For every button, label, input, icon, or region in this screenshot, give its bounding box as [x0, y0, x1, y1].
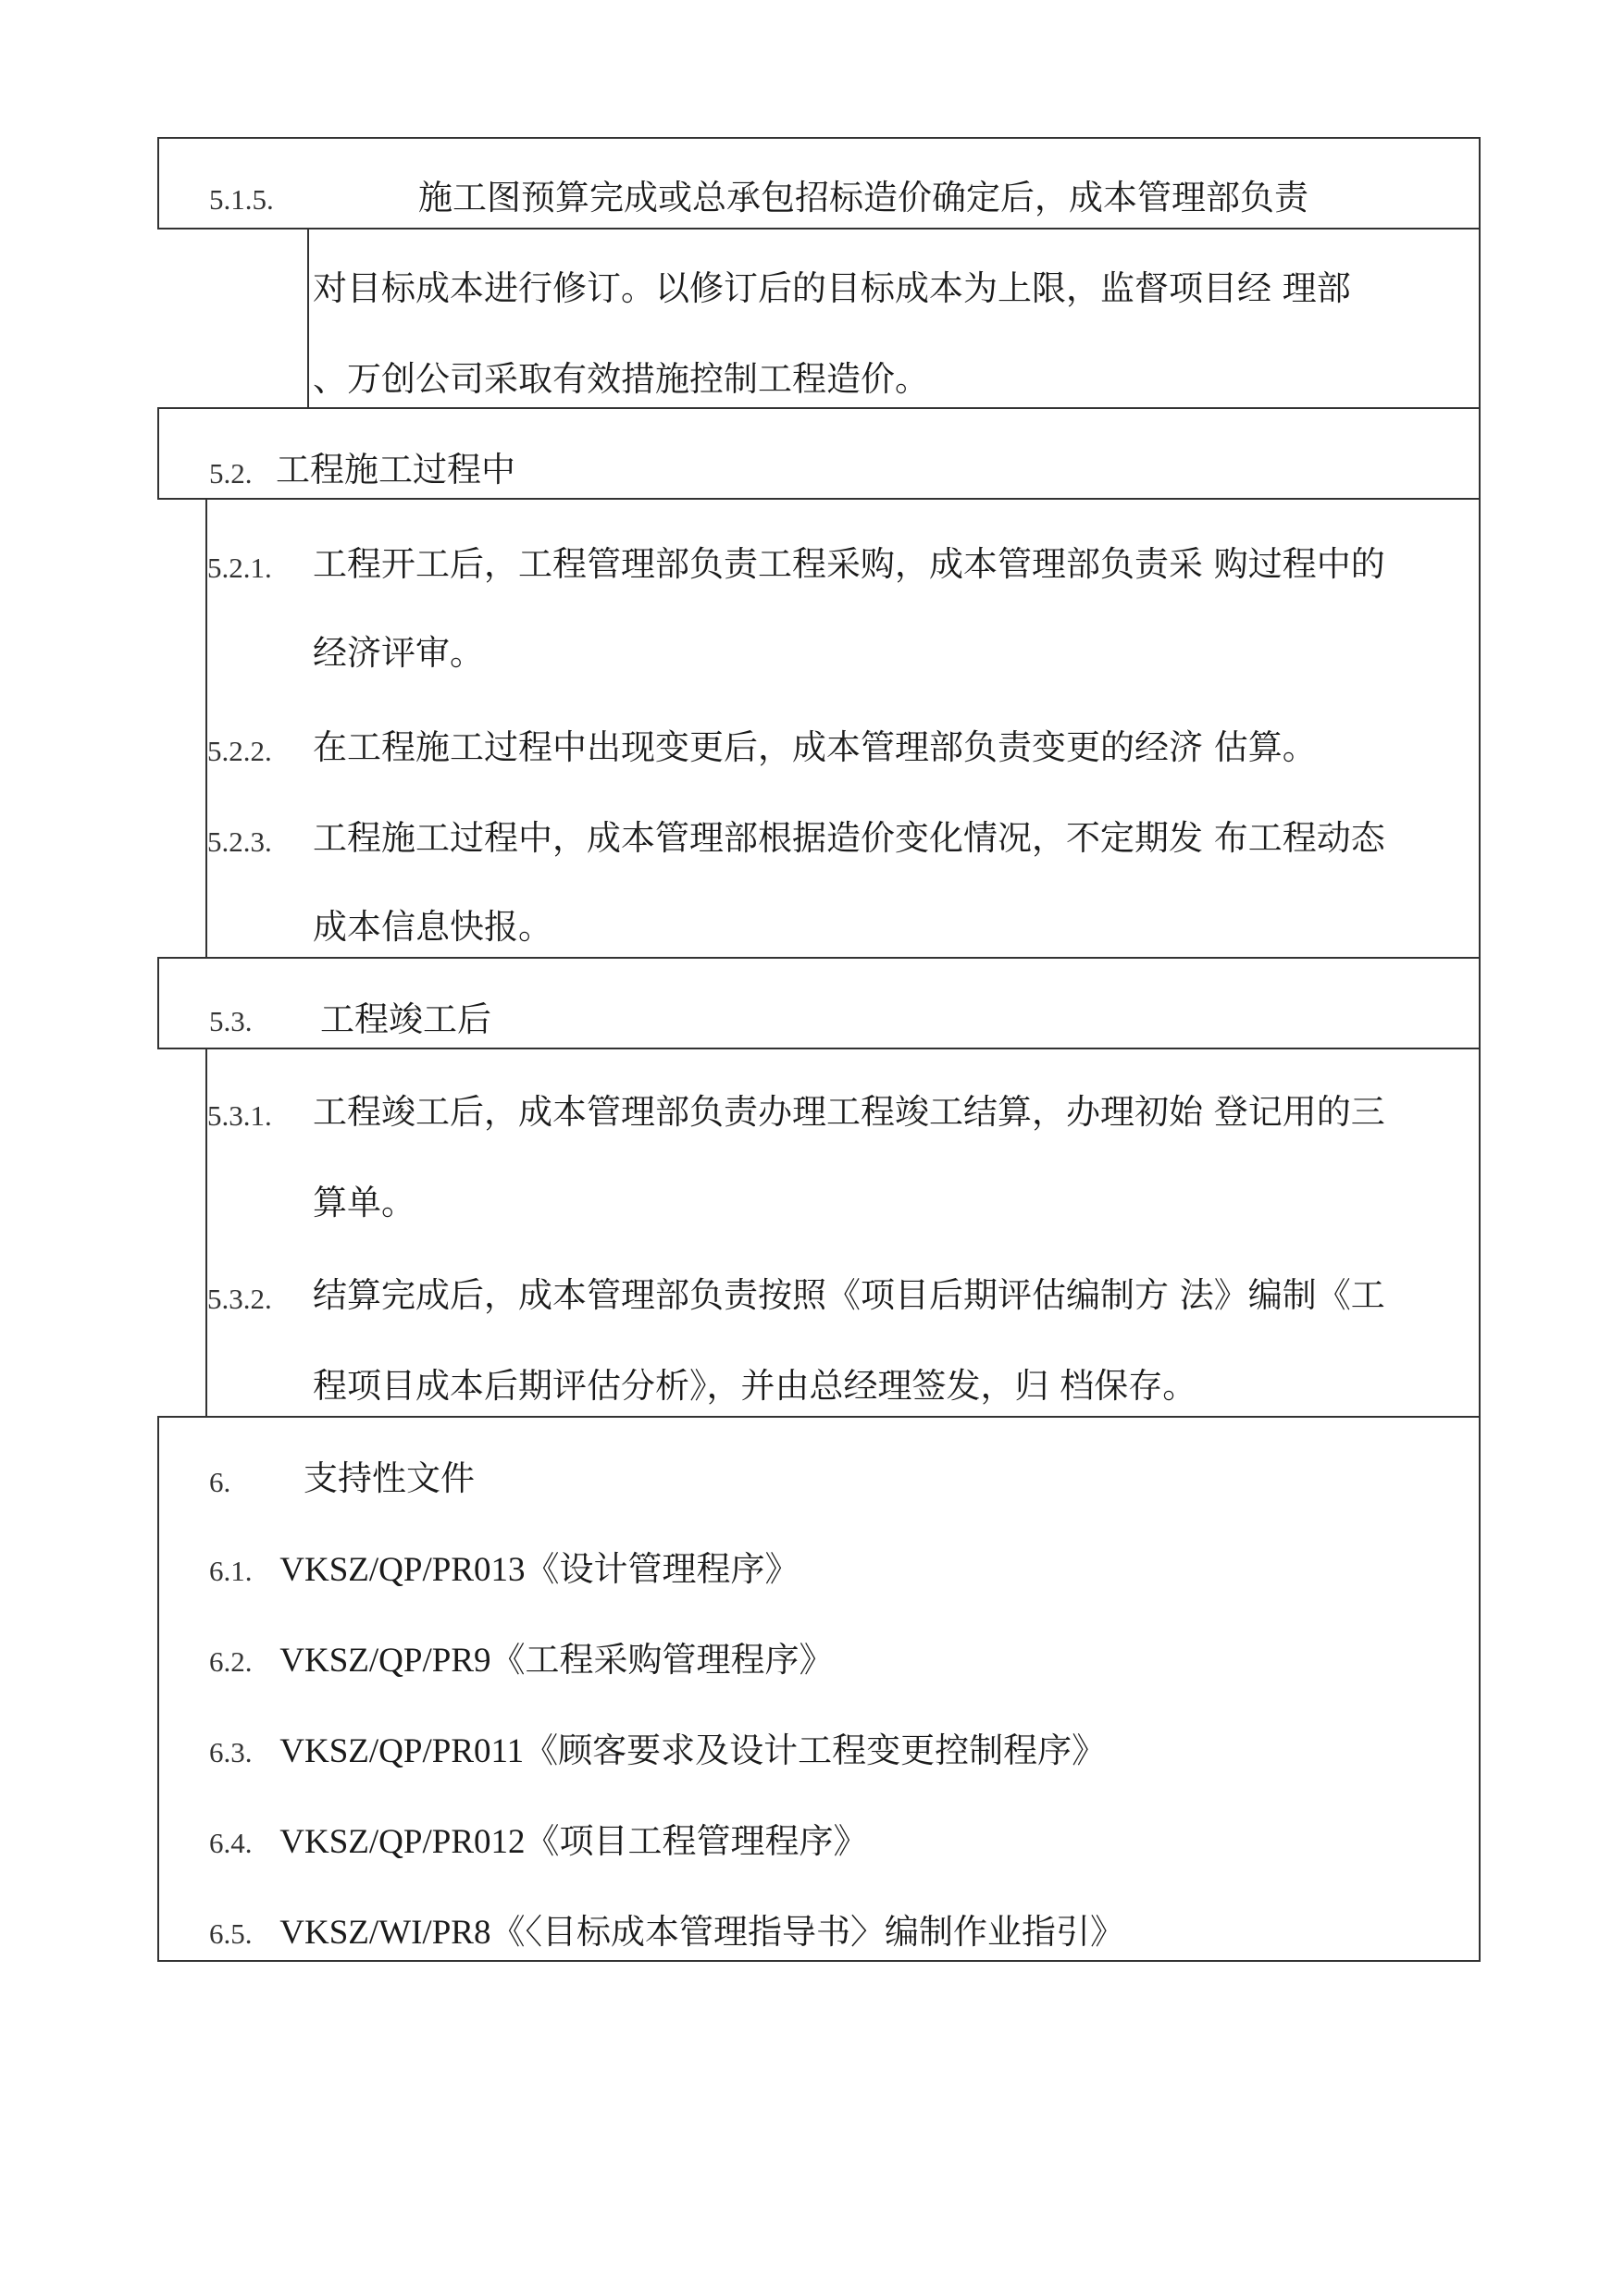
- item-531-line2: 算单。: [313, 1183, 415, 1222]
- section-515-line2: 对目标成本进行修订。以修订后的目标成本为上限，监督项目经 理部: [313, 268, 1351, 308]
- item-532-number: 5.3.2.: [207, 1283, 272, 1315]
- section-515-line1: 施工图预算完成或总承包招标造价确定后，成本管理部负责: [418, 178, 1308, 217]
- doc-item-64: [209, 1821, 868, 1864]
- doc-62-number: 6.2.: [209, 1645, 253, 1678]
- item-531-line1: 工程竣工后，成本管理部负责办理工程竣工结算，办理初始 登记用的三: [313, 1092, 1385, 1132]
- doc-65-name: 《〈目标成本管理指导书〉编制作业指引》: [490, 1912, 1124, 1952]
- doc-item-63: [209, 1731, 1106, 1773]
- section-53-number: 5.3.: [209, 1005, 253, 1037]
- item-521-line2: 经济评审。: [313, 633, 484, 673]
- doc-64-number: 6.4.: [209, 1827, 253, 1859]
- item-522-line1: 在工程施工过程中出现变更后，成本管理部负责变更的经济 估算。: [313, 727, 1317, 767]
- doc-65-code: VKSZ/WI/PR8: [279, 1914, 491, 1952]
- item-522-number: 5.2.2.: [207, 735, 272, 767]
- section-515-line3: 、万创公司采取有效措施控制工程造价。: [313, 359, 929, 399]
- item-532-line2: 程项目成本后期评估分析》，并由总经理签发，归 档保存。: [313, 1366, 1197, 1406]
- item-523-number: 5.2.3.: [207, 825, 272, 858]
- section-6-number: 6.: [209, 1466, 231, 1498]
- item-521-number: 5.2.1.: [207, 552, 272, 584]
- item-523-line1: 工程施工过程中，成本管理部根据造价变化情况，不定期发 布工程动态: [313, 818, 1385, 858]
- section-52-number: 5.2.: [209, 457, 253, 490]
- doc-item-62: [209, 1640, 834, 1682]
- doc-item-61: [209, 1549, 800, 1592]
- doc-64-name: 《项目工程管理程序》: [525, 1821, 868, 1861]
- doc-61-name: 《设计管理程序》: [525, 1549, 800, 1589]
- section-515-number: 5.1.5.: [209, 183, 274, 216]
- item-531-number: 5.3.1.: [207, 1099, 272, 1132]
- doc-61-number: 6.1.: [209, 1555, 253, 1587]
- section-6-title: 支持性文件: [304, 1458, 475, 1498]
- doc-61-code: VKSZ/QP/PR013: [279, 1551, 526, 1589]
- item-523-line2: 成本信息快报。: [313, 907, 552, 947]
- doc-64-code: VKSZ/QP/PR012: [279, 1823, 526, 1861]
- item-521-line1: 工程开工后，工程管理部负责工程采购，成本管理部负责采 购过程中的: [313, 544, 1385, 584]
- doc-63-number: 6.3.: [209, 1736, 253, 1768]
- doc-63-name: 《顾客要求及设计工程变更控制程序》: [524, 1731, 1107, 1770]
- section-53-title: 工程竣工后: [320, 999, 491, 1039]
- doc-62-code: VKSZ/QP/PR9: [279, 1642, 491, 1680]
- doc-62-name: 《工程采购管理程序》: [490, 1640, 834, 1680]
- doc-65-number: 6.5.: [209, 1917, 253, 1950]
- item-532-line1: 结算完成后，成本管理部负责按照《项目后期评估编制方 法》编制《工: [313, 1275, 1385, 1315]
- doc-item-65: [209, 1912, 1124, 1954]
- doc-63-code: VKSZ/QP/PR011: [279, 1732, 525, 1770]
- section-52-title: 工程施工过程中: [276, 450, 515, 490]
